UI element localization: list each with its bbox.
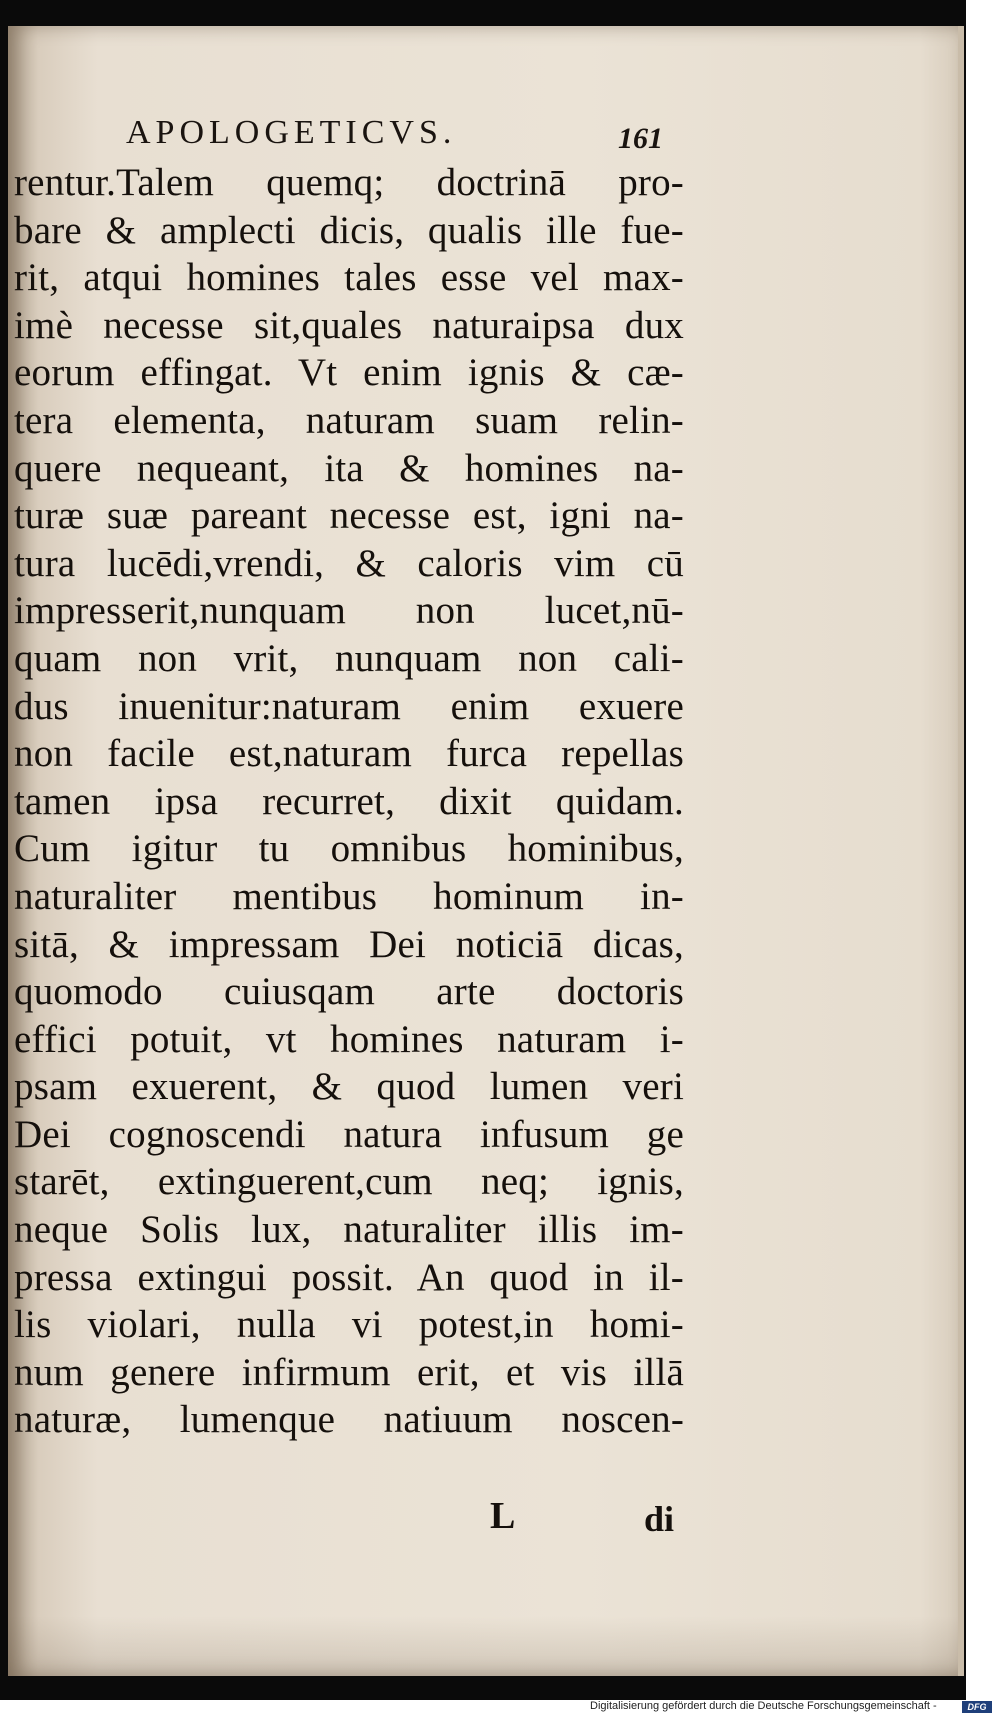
text-line: eorum effingat. Vt enim ignis & cæ- [14,351,684,395]
text-line: quere nequeant, ita & homines na- [14,446,684,490]
signature-mark: L [490,1495,516,1537]
book-page [8,26,964,1676]
text-line: num genere infirmum erit, et vis illā [14,1350,684,1394]
text-line: quomodo cuiusqam arte doctoris [14,970,684,1014]
text-line: tera elementa, naturam suam relin- [14,398,684,442]
text-line: dus inuenitur:naturam enim exuere [14,684,684,728]
page-header [8,96,958,156]
text-line: effici potuit, vt homines naturam i- [14,1017,684,1061]
running-title: APOLOGETICVS. [126,114,457,151]
text-line: starēt, extinguerent,cum neq; ignis, [14,1160,684,1204]
text-line: neque Solis lux, naturaliter illis im- [14,1208,684,1252]
text-line: naturaliter mentibus hominum in- [14,874,684,918]
text-line: Cum igitur tu omnibus hominibus, [14,827,684,871]
text-line: psam exuerent, & quod lumen veri [14,1065,684,1109]
text-line: imè necesse sit,quales naturaipsa dux [14,303,684,347]
text-line: bare & amplecti dicis, qualis ille fue- [14,208,684,252]
body-text [14,159,684,1444]
text-line: rit, atqui homines tales esse vel max- [14,256,684,300]
catchword: di [644,1499,675,1539]
text-line: Dei cognoscendi natura infusum ge [14,1112,684,1156]
text-line: lis violari, nulla vi potest,in homi- [14,1303,684,1347]
text-line: rentur.Talem quemq; doctrinā pro- [14,161,684,204]
text-line: sitā, & impressam Dei noticiā dicas, [14,922,684,966]
page-number: 161 [618,122,663,155]
digitization-credit: Digitalisierung gefördert durch die Deutsche Forschungsgemeinschaft - [590,1700,937,1712]
text-line: tura lucēdi,vrendi, & caloris vim cū [14,541,684,585]
text-line: non facile est,naturam furca repellas [14,732,684,776]
text-line: impresserit,nunquam non lucet,nū- [14,589,684,633]
page-footer [8,1494,958,1554]
text-line: turæ suæ pareant necesse est, igni na- [14,494,684,538]
text-line: tamen ipsa recurret, dixit quidam. [14,779,684,823]
text-line: quam non vrit, nunquam non cali- [14,636,684,680]
dfg-logo: DFG [962,1701,992,1713]
text-line: naturæ, lumenque natiuum noscen- [14,1398,684,1442]
text-line: pressa extingui possit. An quod in il- [14,1255,684,1299]
